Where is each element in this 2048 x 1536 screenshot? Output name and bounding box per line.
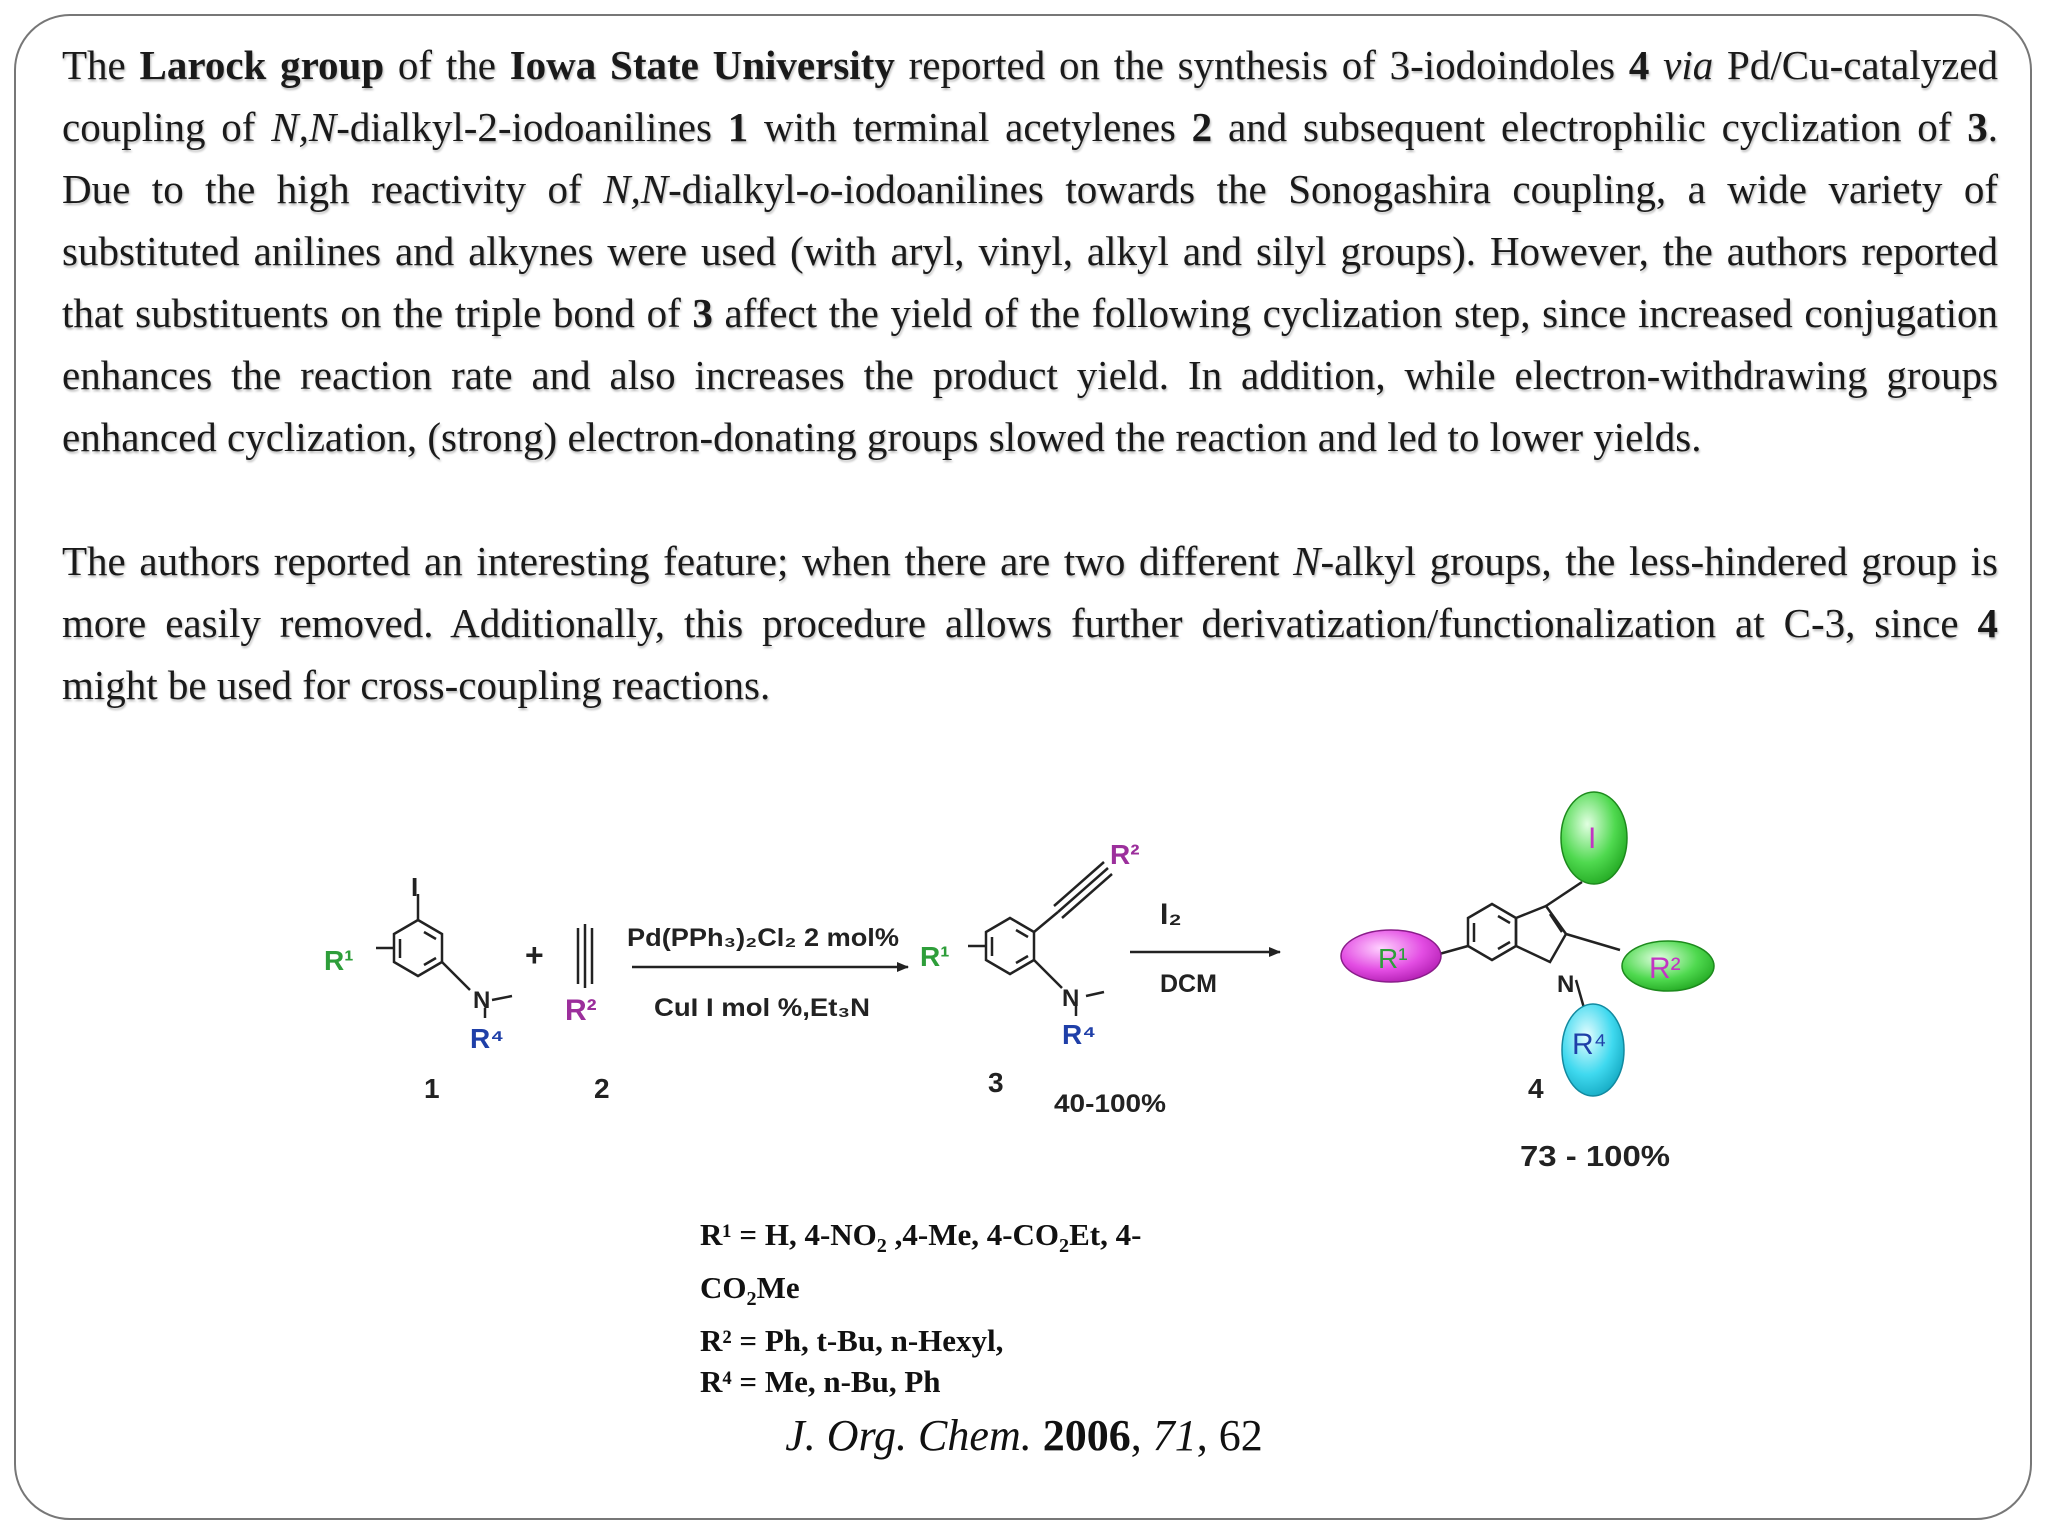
compound-3-r2: R²: [1110, 839, 1140, 870]
citation: J. Org. Chem. 2006, 71, 62: [785, 1411, 1263, 1460]
intro-paragraph: The Larock group of the Iowa State University reported on the synthesis of 3-iodoindoles 4 via Pd/Cu-catalyzed coupling of N,N-dialkyl-2-iodoanilines 1 with terminal acetylenes 2 and subsequent electrophilic cyclization of 3. Due to the high reactivity of N,N-dialkyl-o-iodoanilines towards the Sonogashira coupling, a wide variety of substituted anilines and alkynes were used (with aryl, vinyl, alkyl and silyl groups). However, the authors reported that substituents on the triple bond of 3 affect the yield of the following cyclization step, since increased conjugation enhances the reaction rate and also increases the product yield. In addition, while electron-withdrawing groups enhanced cyclization, (strong) electron-donating groups slowed the reaction and led to lower yields.: [62, 42, 1998, 460]
r1-substituents-cont: $CO_2Me$: [700, 1270, 800, 1311]
compound-1-nitrogen: N: [473, 987, 491, 1014]
compound-1-label: 1: [424, 1073, 440, 1104]
compound-4: [1432, 882, 1620, 1008]
compound-4-yield: 73 - 100%: [1520, 1141, 1671, 1173]
compound-1: [376, 894, 512, 1018]
arrow-1-cocatalyst: CuI I mol %,Et₃N: [654, 994, 870, 1022]
compound-4-r1: R¹: [1378, 943, 1408, 974]
feature-paragraph: The authors reported an interesting feature; when there are two different N-alkyl groups, the less-hindered group is more easily removed. Additionally, this procedure allows further derivatization/functionalization at C-3, since 4 might be used for cross-coupling reactions.: [62, 538, 1998, 708]
compound-4-r4: R⁴: [1572, 1028, 1607, 1061]
compound-3-label: 3: [988, 1067, 1004, 1098]
arrow-2-solvent: DCM: [1160, 970, 1217, 998]
compound-4-label: 4: [1528, 1073, 1544, 1104]
compound-1-iodo: I: [411, 872, 419, 902]
compound-4-nitrogen: N: [1557, 971, 1575, 998]
compound-4-iodo: I: [1588, 822, 1597, 855]
r4-substituents: R⁴ = Me, n-Bu, Ph: [700, 1364, 941, 1400]
compound-2-label: 2: [594, 1073, 610, 1104]
compound-3-yield: 40-100%: [1054, 1090, 1166, 1118]
compound-4-r2: R²: [1649, 952, 1681, 985]
compound-1-r1: R¹: [324, 945, 354, 976]
compound-1-r4: R⁴: [470, 1023, 505, 1054]
substituent-list: [700, 1214, 1141, 1402]
compound-4-pyrrole-ring: [1516, 906, 1566, 962]
r2-substituents: R² = Ph, t-Bu, n-Hexyl,: [700, 1323, 1004, 1359]
r1-substituents: R¹ = H, $4-NO_2$ ,4-Me, $4-CO_2Et$, 4-: [700, 1217, 1142, 1258]
compound-3-r4: R⁴: [1062, 1019, 1097, 1050]
compound-3-r1: R¹: [920, 941, 950, 972]
compound-2: [578, 924, 592, 988]
compound-3-nitrogen: N: [1062, 985, 1080, 1012]
compound-3: [968, 862, 1112, 1016]
arrow-1-catalyst: Pd(PPh₃)₂Cl₂ 2 mol%: [627, 924, 899, 952]
arrow-2-reagent: I₂: [1160, 898, 1182, 931]
plus-sign: +: [525, 937, 544, 973]
compound-2-r2: R²: [565, 994, 597, 1027]
